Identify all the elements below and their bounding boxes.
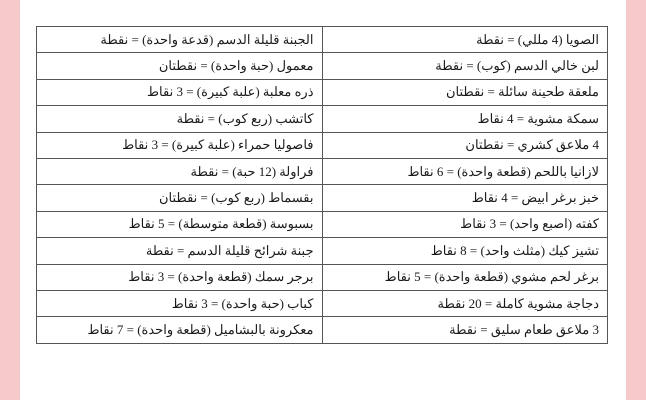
table-row [37, 211, 608, 237]
table-cell-left: معكرونة بالبشاميل (قطعة واحدة) = 7 نقاط [37, 317, 323, 343]
table-cell-left: بسبوسة (قطعة متوسطة) = 5 نقاط [37, 211, 323, 237]
table-cell-right: 4 ملاعق كشري = نقطتان [322, 132, 608, 158]
table-cell-right: دجاجة مشوية كاملة = 20 نقطة [322, 290, 608, 316]
table-cell-left: فراولة (12 حبة) = نقطة [37, 158, 323, 184]
table-cell-right: لبن خالي الدسم (كوب) = نقطة [322, 53, 608, 79]
table-row [37, 106, 608, 132]
table-row [37, 79, 608, 105]
table-row [37, 27, 608, 53]
table-cell-right: سمكة مشوية = 4 نقاط [322, 106, 608, 132]
table-cell-right: الصويا (4 مللي) = نقطة [322, 27, 608, 53]
table-row [37, 264, 608, 290]
table-cell-left: جبنة شرائح قليلة الدسم = نقطة [37, 238, 323, 264]
table-cell-left: كباب (حبة واحدة) = 3 نقاط [37, 290, 323, 316]
document-page [20, 0, 626, 400]
table-cell-right: لازانيا باللحم (قطعة واحدة) = 6 نقاط [322, 158, 608, 184]
table-row [37, 158, 608, 184]
table-cell-right: ملعقة طحينة سائلة = نقطتان [322, 79, 608, 105]
points-table [36, 26, 608, 344]
table-row [37, 132, 608, 158]
table-cell-left: كاتشب (ربع كوب) = نقطة [37, 106, 323, 132]
table-cell-right: برغر لحم مشوي (قطعة واحدة) = 5 نقاط [322, 264, 608, 290]
table-row [37, 290, 608, 316]
table-cell-left: معمول (حبة واحدة) = نقطتان [37, 53, 323, 79]
table-row [37, 185, 608, 211]
table-cell-left: برجر سمك (قطعة واحدة) = 3 نقاط [37, 264, 323, 290]
table-cell-left: ذره معلبة (علبة كبيرة) = 3 نقاط [37, 79, 323, 105]
table-cell-left: فاصوليا حمراء (علبة كبيرة) = 3 نقاط [37, 132, 323, 158]
table-cell-right: خبز برغر ابيض = 4 نقاط [322, 185, 608, 211]
table-cell-right: كفته (اصبع واحد) = 3 نقاط [322, 211, 608, 237]
table-cell-right: 3 ملاعق طعام سليق = نقطة [322, 317, 608, 343]
table-row [37, 53, 608, 79]
table-row [37, 238, 608, 264]
table-row [37, 317, 608, 343]
table-cell-right: تشيز كيك (مثلث واحد) = 8 نقاط [322, 238, 608, 264]
table-cell-left: بقسماط (ربع كوب) = نقطتان [37, 185, 323, 211]
table-cell-left: الجبنة قليلة الدسم (قدعة واحدة) = نقطة [37, 27, 323, 53]
